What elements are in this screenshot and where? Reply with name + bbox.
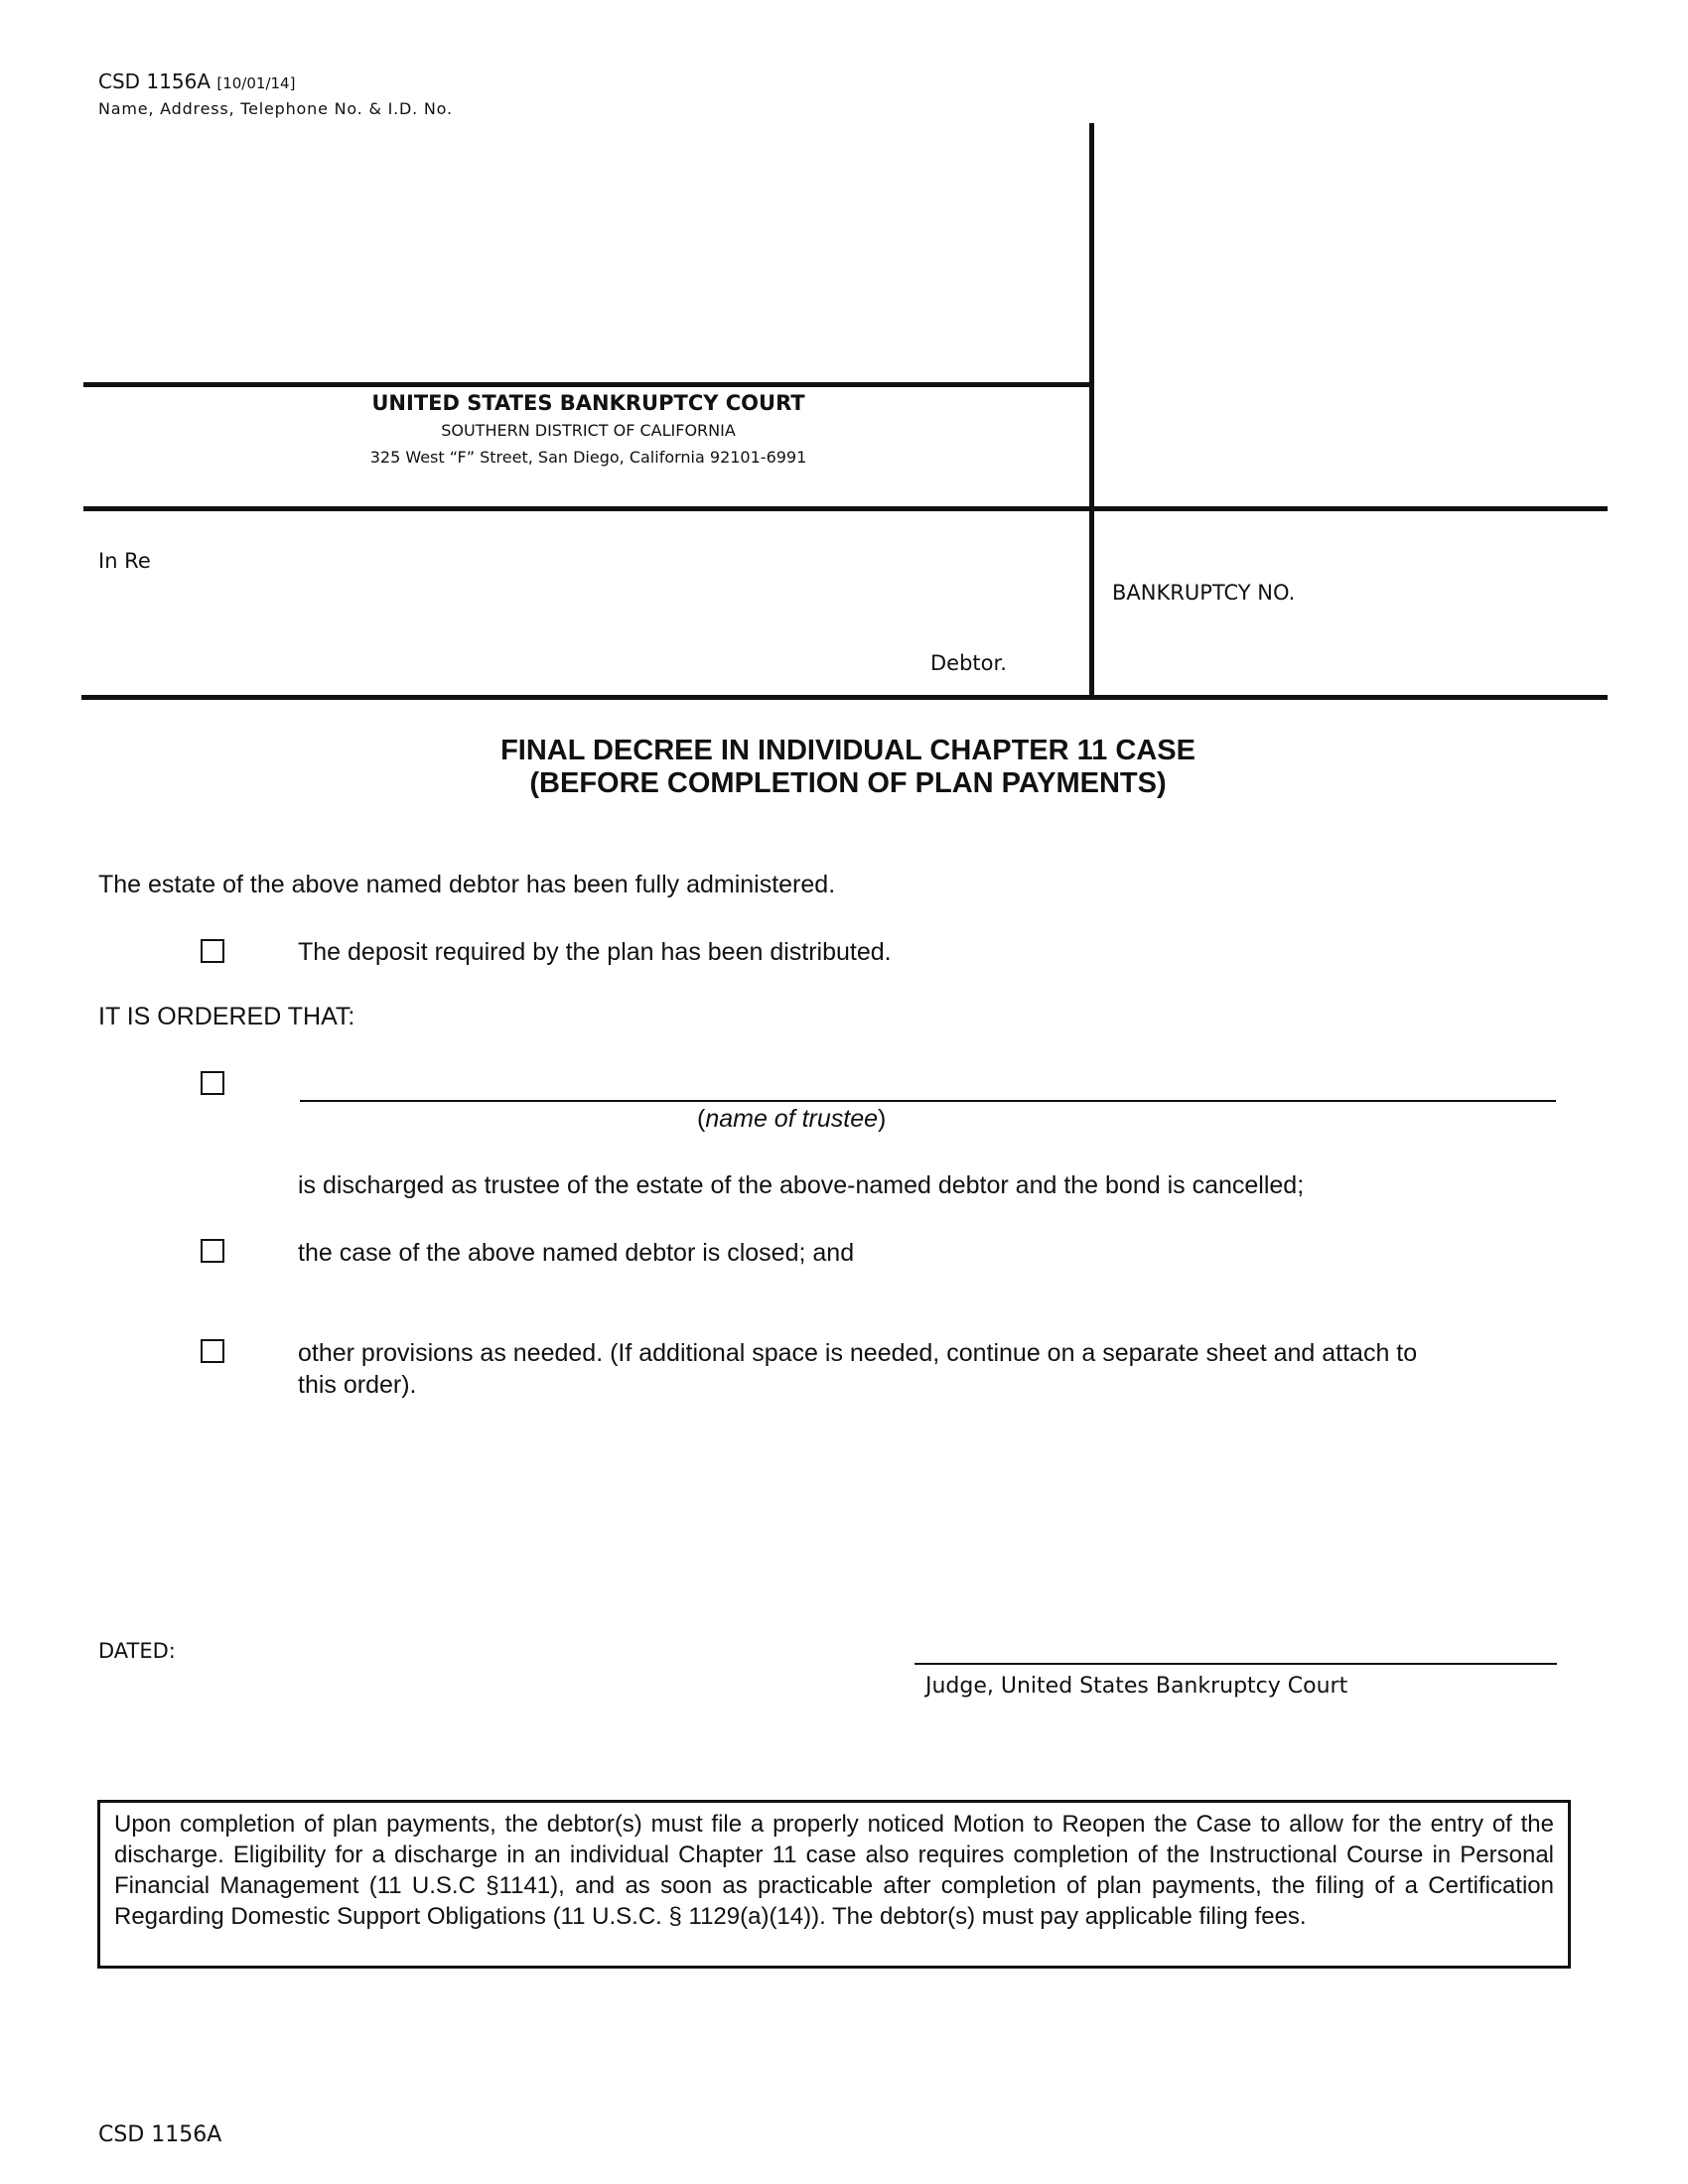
trustee-caption-text: name of trustee — [705, 1105, 879, 1133]
deposit-option-text: The deposit required by the plan has been distributed. — [298, 938, 892, 966]
court-name: UNITED STATES BANKRUPTCY COURT — [371, 391, 805, 415]
other-provisions-checkbox[interactable] — [201, 1339, 224, 1363]
other-provisions-line-1: other provisions as needed. (If additional space is needed, continue on a separate sheet and attach to — [298, 1339, 1418, 1367]
title-line-2: (BEFORE COMPLETION OF PLAN PAYMENTS) — [529, 767, 1167, 799]
estate-statement: The estate of the above named debtor has been fully administered. — [98, 871, 836, 898]
dated-label: DATED: — [98, 1639, 176, 1663]
trustee-caption: (name of trustee) — [697, 1105, 887, 1133]
court-top-rule — [83, 382, 1093, 387]
in-re-label: In Re — [98, 549, 151, 573]
title-line-1: FINAL DECREE IN INDIVIDUAL CHAPTER 11 CASE — [500, 735, 1196, 766]
bankruptcy-number-label: BANKRUPTCY NO. — [1112, 581, 1296, 605]
discharge-notice-text: Upon completion of plan payments, the debtor(s) must file a properly noticed Motion to Reopen the Case to allow for the entry of the discharge. Eligibility for a discharge in an individual Chapter 11 case also requires completion of the Instructional Course in Personal Financial Management (11 U.S.C §1141), and as soon as practicable after completion of plan payments, the filing of a Certification Regarding Domestic Support Obligations (11 U.S.C. § 1129(a)(14)). The debtor(s) must pay applicable filing fees. — [114, 1811, 1554, 1930]
footer-form-id: CSD 1156A — [98, 2122, 222, 2147]
discharged-text: is discharged as trustee of the estate of the above-named debtor and the bond is cancelled; — [298, 1171, 1305, 1199]
document-title — [83, 735, 1613, 800]
other-provisions-line-2: this order). — [298, 1371, 417, 1399]
judge-signature-line[interactable] — [914, 1663, 1557, 1665]
case-closed-text: the case of the above named debtor is closed; and — [298, 1239, 855, 1267]
judge-label: Judge, United States Bankruptcy Court — [925, 1674, 1348, 1699]
debtor-label: Debtor. — [930, 651, 1007, 675]
court-block — [83, 391, 1093, 467]
attorney-info-label: Name, Address, Telephone No. & I.D. No. — [98, 99, 453, 118]
caption-bottom-rule — [81, 695, 1608, 700]
deposit-checkbox[interactable] — [201, 939, 224, 963]
court-address: 325 West “F” Street, San Diego, California 92101-6991 — [369, 448, 807, 467]
form-id — [98, 69, 295, 93]
court-district: SOUTHERN DISTRICT OF CALIFORNIA — [441, 421, 736, 440]
form-number: CSD 1156A — [98, 69, 211, 93]
ordered-heading: IT IS ORDERED THAT: — [98, 1003, 355, 1030]
caption-top-rule — [83, 506, 1608, 511]
discharge-notice-box — [97, 1800, 1571, 1969]
case-closed-checkbox[interactable] — [201, 1239, 224, 1263]
form-revision: [10/01/14] — [216, 74, 296, 92]
trustee-name-line[interactable] — [300, 1100, 1556, 1102]
trustee-checkbox[interactable] — [201, 1071, 224, 1095]
